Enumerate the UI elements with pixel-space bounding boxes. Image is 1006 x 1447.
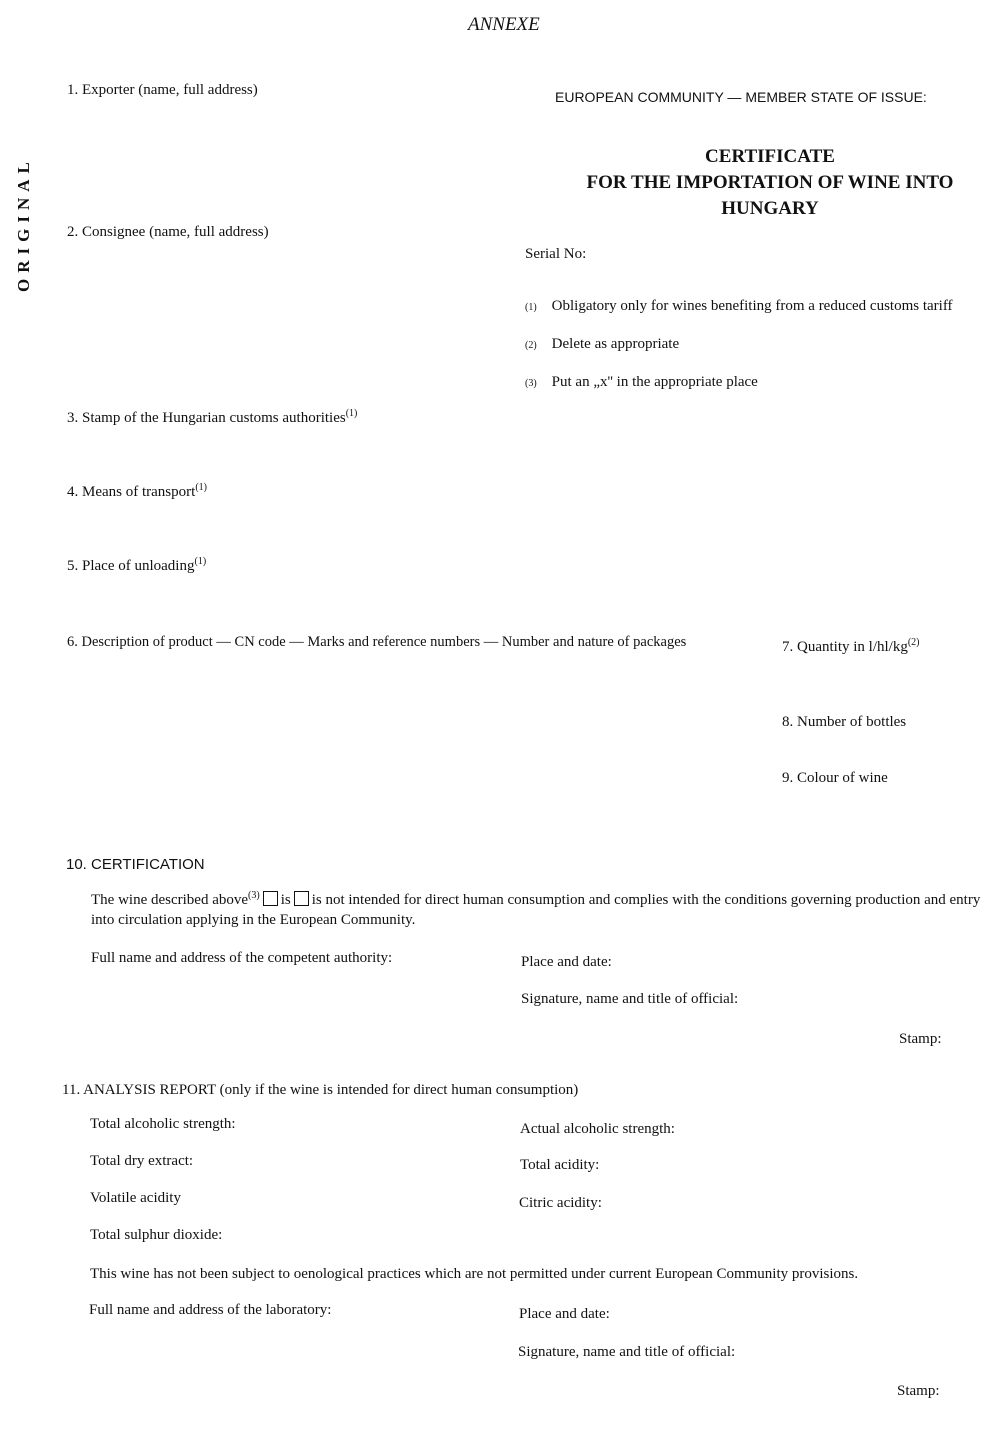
field-colour-of-wine: 9. Colour of wine <box>782 770 888 786</box>
serial-number-label: Serial No: <box>525 246 587 262</box>
analysis-place-date: Place and date: <box>519 1306 610 1322</box>
certification-place-date: Place and date: <box>521 954 612 970</box>
title-line-1: CERTIFICATE <box>705 146 835 167</box>
total-alcoholic-strength: Total alcoholic strength: <box>90 1116 236 1132</box>
field-customs-stamp: 3. Stamp of the Hungarian customs authorities$^{(1)}$ <box>67 408 358 426</box>
member-state-label: EUROPEAN COMMUNITY — MEMBER STATE OF ISSUE: <box>555 89 927 105</box>
field-consignee: 2. Consignee (name, full address) <box>67 224 269 240</box>
oenological-statement: This wine has not been subject to oenological practices which are not permitted under current European Community provisions. <box>90 1266 859 1282</box>
title-line-3: HUNGARY <box>721 198 819 219</box>
analysis-stamp: Stamp: <box>897 1383 940 1399</box>
certification-signature: Signature, name and title of official: <box>521 991 739 1007</box>
annexe-heading: ANNEXE <box>468 14 540 35</box>
field-number-of-bottles: 8. Number of bottles <box>782 714 907 730</box>
certification-stamp: Stamp: <box>899 1031 942 1047</box>
original-side-label: ORIGINAL <box>14 156 33 292</box>
certificate-title <box>540 144 1000 222</box>
total-sulphur-dioxide: Total sulphur dioxide: <box>90 1227 223 1243</box>
field-product-description: 6. Description of product — CN code — Marks and reference numbers — Number and nature of packages <box>67 634 687 650</box>
consumption-checkbox-is-not[interactable] <box>294 891 309 906</box>
certification-heading: 10. CERTIFICATION <box>66 856 205 873</box>
footnote-1: (1) Obligatory only for wines benefiting from a reduced customs tariff <box>525 298 953 314</box>
certification-statement: The wine described above$^{(3)}$ is is not intended for direct human consumption and complies with the conditions governing production and entry into circulation applying in the European Community. <box>91 890 981 928</box>
title-line-2: FOR THE IMPORTATION OF WINE INTO <box>586 172 954 193</box>
footnote-3: (3) Put an „x'' in the appropriate place <box>525 374 758 390</box>
total-dry-extract: Total dry extract: <box>90 1153 194 1169</box>
competent-authority-label: Full name and address of the competent authority: <box>91 950 393 966</box>
total-acidity: Total acidity: <box>520 1157 600 1173</box>
laboratory-label: Full name and address of the laboratory: <box>89 1302 332 1318</box>
analysis-signature: Signature, name and title of official: <box>518 1344 736 1360</box>
citric-acidity: Citric acidity: <box>519 1195 602 1211</box>
consumption-checkbox-is[interactable] <box>263 891 278 906</box>
field-quantity: 7. Quantity in $l/hl/kg^{(2)}$ <box>782 637 920 655</box>
footnote-2: (2) Delete as appropriate <box>525 336 680 352</box>
field-exporter: 1. Exporter (name, full address) <box>67 82 258 98</box>
actual-alcoholic-strength: Actual alcoholic strength: <box>520 1121 675 1137</box>
volatile-acidity: Volatile acidity <box>90 1190 181 1206</box>
field-means-of-transport: 4. Means of transport$^{(1)}$ <box>67 482 207 500</box>
field-place-of-unloading: 5. Place of unloading$^{(1)}$ <box>67 556 207 574</box>
analysis-heading: 11. ANALYSIS REPORT (only if the wine is intended for direct human consumption) <box>62 1082 579 1098</box>
